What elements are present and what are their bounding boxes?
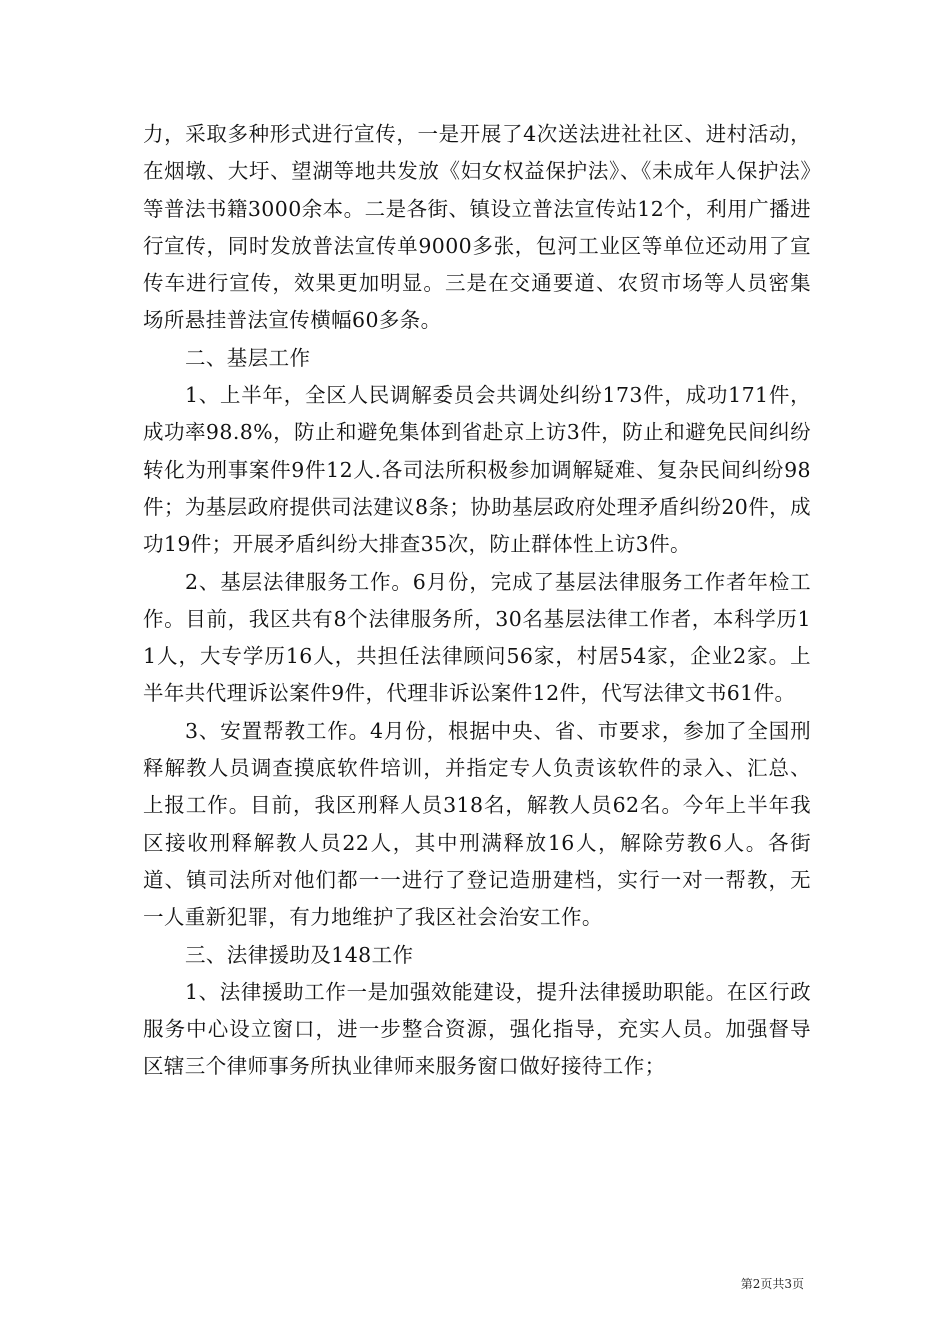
document-body	[143, 116, 811, 1086]
paragraph-continuation: 力，采取多种形式进行宣传，一是开展了4次送法进社社区、进村活动，在烟墩、大圩、望湖等地共发放《妇女权益保护法》、《未成年人保护法》等普法书籍3000余本。二是各街、镇设立普法宣传站12个，利用广播进行宣传，同时发放普法宣传单9000多张，包河工业区等单位还动用了宣传车进行宣传，效果更加明显。三是在交通要道、农贸市场等人员密集场所悬挂普法宣传横幅60多条。	[143, 122, 811, 333]
paragraph-resettlement: 3、安置帮教工作。4月份，根据中央、省、市要求，参加了全国刑释解教人员调查摸底软件培训，并指定专人负责该软件的录入、汇总、上报工作。目前，我区刑释人员318名，解教人员62名。今年上半年我区接收刑释解教人员22人，其中刑满释放16人，解除劳教6人。各街道、镇司法所对他们都一一进行了登记造册建档，实行一对一帮教，无一人重新犯罪，有力地维护了我区社会治安工作。	[143, 718, 811, 930]
paragraph-legal-aid: 1、法律援助工作一是加强效能建设，提升法律援助职能。在区行政服务中心设立窗口，进一步整合资源，强化指导，充实人员。加强督导区辖三个律师事务所执业律师来服务窗口做好接待工作；	[143, 979, 811, 1079]
paragraph-mediation: 1、上半年，全区人民调解委员会共调处纠纷173件，成功171件，成功率98.8%，防止和避免集体到省赴京上访3件，防止和避免民间纠纷转化为刑事案件9件12人.各司法所积极参加调解疑难、复杂民间纠纷98件；为基层政府提供司法建议8条；协助基层政府处理矛盾纠纷20件，成功19件；开展矛盾纠纷大排查35次，防止群体性上访3件。	[143, 383, 811, 557]
section-heading-legal-aid: 三、法律援助及148工作	[185, 942, 414, 967]
section-heading-grassroots-work: 二、基层工作	[185, 345, 311, 370]
page-number: 第2页共3页	[740, 1277, 804, 1291]
paragraph-legal-services: 2、基层法律服务工作。6月份，完成了基层法律服务工作者年检工作。目前，我区共有8个法律服务所，30名基层法律工作者，本科学历11人，大专学历16人，共担任法律顾问56家，村居54家，企业2家。上半年共代理诉讼案件9件，代理非诉讼案件12件，代写法律文书61件。	[143, 569, 811, 706]
